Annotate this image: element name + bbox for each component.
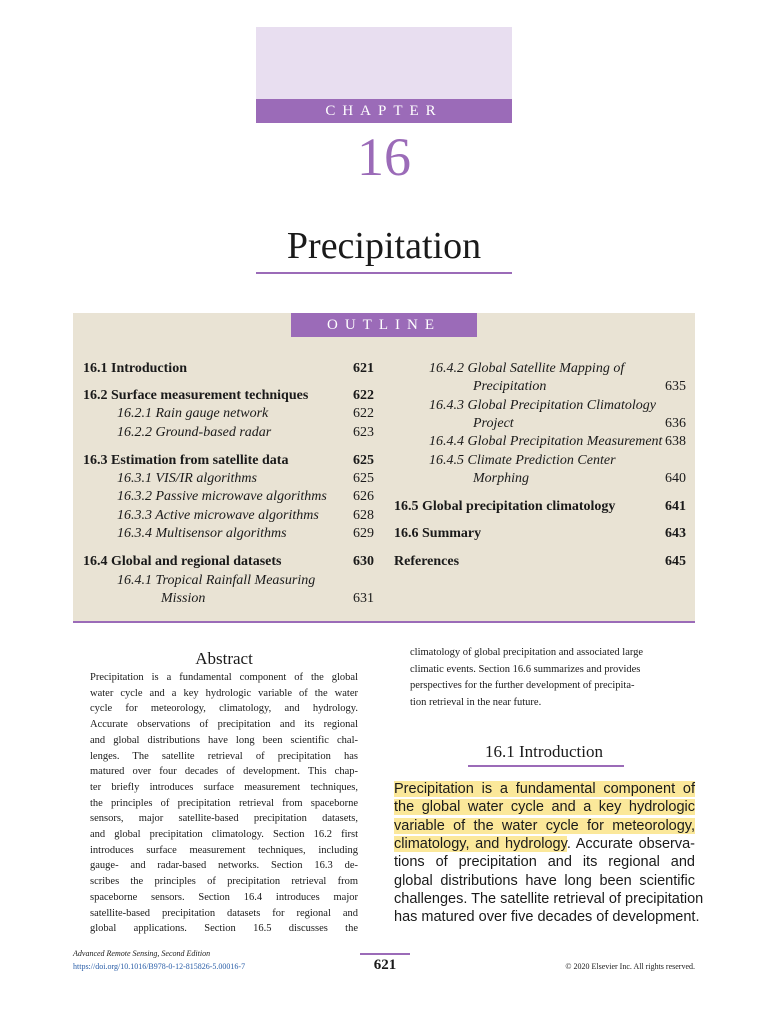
abstract-continuation-line: perspectives for the further development of precipita- — [410, 680, 635, 691]
abstract-title: Abstract — [195, 649, 253, 668]
title-rule — [256, 272, 512, 274]
abstract-continuation-line: tion retrieval in the near future. — [410, 696, 542, 708]
toc-page-number: 636 — [665, 416, 686, 431]
introduction-line — [394, 872, 695, 891]
toc-page-number: 645 — [665, 554, 686, 569]
abstract-continuation-line: climatology of global precipitation and associated large — [410, 647, 644, 658]
abstract-continuation-line: climatic events. Section 16.6 summarizes and provides — [410, 663, 641, 675]
introduction-line — [394, 798, 695, 817]
abstract-line: water cycle and a key hydrologic variable of the water — [90, 687, 358, 699]
toc-entry: 16.1 Introduction — [83, 361, 187, 376]
abstract-line: Accurate observations of precipitation and its regional — [90, 719, 358, 731]
text-run: tions of precipitation and its regional and — [394, 854, 695, 871]
toc-entry: 16.4.2 Global Satellite Mapping of — [429, 361, 625, 376]
introduction-line — [394, 908, 700, 927]
toc-entry: Morphing — [473, 471, 529, 486]
page-number: 621 — [373, 957, 397, 973]
introduction-line — [394, 780, 695, 799]
abstract-line: introduces surface measurement techniques, including — [90, 844, 358, 856]
highlighted-text: climatology, and hydrology — [394, 835, 567, 852]
toc-page-number: 621 — [353, 361, 374, 376]
highlighted-text: Precipitation is a fundamental component of — [394, 781, 695, 797]
toc-entry: 16.3.1 VIS/IR algorithms — [117, 471, 257, 486]
toc-page-number: 625 — [353, 471, 374, 486]
toc-entry: 16.2.1 Rain gauge network — [117, 406, 269, 421]
toc-entry: 16.3.4 Multisensor algorithms — [117, 526, 287, 541]
toc-entry: 16.4.1 Tropical Rainfall Measuring — [117, 573, 316, 588]
toc-entry: 16.4.4 Global Precipitation Measurement — [429, 434, 663, 449]
highlighted-text: variable of the water cycle for meteorology, — [394, 817, 695, 834]
abstract-line: and global precipitation climatology. Section 16.2 first — [90, 829, 358, 840]
introduction-line — [394, 835, 695, 854]
footer-doi-link[interactable]: https://doi.org/10.1016/B978-0-12-815826-5.00016-7 — [73, 962, 246, 971]
section-heading-rule — [468, 765, 624, 767]
chapter-label: CHAPTER — [325, 103, 443, 119]
introduction-line — [394, 890, 704, 909]
abstract-line: sensors, major satellite-based precipitation datasets, — [90, 813, 358, 825]
highlighted-text: the global water cycle and a key hydrologic — [394, 799, 695, 816]
introduction-line — [394, 817, 695, 836]
chapter-title: Precipitation — [286, 225, 482, 267]
toc-page-number: 635 — [665, 379, 686, 394]
toc-entry: 16.4 Global and regional datasets — [83, 554, 282, 569]
chapter-number: 16 — [357, 127, 411, 187]
abstract-line: and global distributions have long been scientific chal- — [90, 734, 358, 746]
toc-entry: 16.2 Surface measurement techniques — [83, 388, 309, 403]
text-run: . Accurate observa- — [566, 835, 696, 852]
toc-page-number: 622 — [353, 388, 374, 403]
toc-page-number: 626 — [353, 489, 374, 504]
footer-copyright: © 2020 Elsevier Inc. All rights reserved. — [565, 962, 695, 971]
text-run: has matured over five decades of development. — [394, 909, 700, 926]
text-run: global distributions have long been scientific — [394, 872, 695, 889]
section-heading-introduction: 16.1 Introduction — [484, 742, 604, 761]
abstract-line: lenges. The satellite retrieval of precipitation has — [90, 750, 358, 762]
outline-bottom-rule — [73, 621, 695, 623]
toc-entry: Project — [473, 416, 514, 431]
toc-entry: 16.4.3 Global Precipitation Climatology — [429, 398, 656, 413]
abstract-line: gauge- and radar-based networks. Section 16.3 de- — [90, 860, 358, 872]
toc-page-number: 643 — [665, 526, 686, 541]
abstract-line: Precipitation is a fundamental component of the global — [90, 672, 358, 683]
toc-entry: 16.2.2 Ground-based radar — [117, 425, 272, 440]
toc-page-number: 629 — [353, 526, 374, 541]
introduction-line — [394, 853, 695, 872]
toc-entry: 16.4.5 Climate Prediction Center — [429, 453, 616, 468]
text-run: challenges. The satellite retrieval of precipitation — [394, 890, 704, 907]
abstract-line: ter briefly introduces surface measurement techniques, — [90, 781, 358, 793]
abstract-line: scribes the principles of precipitation retrieval from — [90, 876, 358, 888]
outline-label: OUTLINE — [291, 313, 477, 337]
abstract-line: satellite-based precipitation datasets for regional and — [90, 907, 358, 919]
abstract-line: matured over four decades of development. This chap- — [90, 766, 358, 778]
toc-page-number: 630 — [353, 554, 374, 569]
abstract-line: global applications. Section 16.5 discusses the — [90, 923, 358, 935]
toc-page-number: 640 — [665, 471, 686, 486]
toc-entry: References — [394, 554, 460, 569]
abstract-line: spaceborne sensors. Section 16.4 introduces major — [90, 891, 358, 903]
toc-entry: 16.5 Global precipitation climatology — [394, 499, 616, 514]
toc-entry: Mission — [161, 591, 206, 606]
footer-book-title: Advanced Remote Sensing, Second Edition — [73, 949, 211, 958]
toc-page-number: 623 — [353, 425, 374, 440]
abstract-line: the principles of precipitation retrieval from spaceborne — [90, 797, 358, 809]
toc-page-number: 641 — [665, 499, 686, 514]
toc-page-number: 628 — [353, 508, 374, 523]
toc-page-number: 638 — [665, 434, 686, 449]
toc-page-number: 631 — [353, 591, 374, 606]
abstract-line: cycle for meteorology, climatology, and hydrology. — [90, 703, 358, 715]
toc-page-number: 622 — [353, 406, 374, 421]
toc-entry: Precipitation — [473, 379, 547, 394]
toc-entry: 16.6 Summary — [394, 526, 482, 541]
toc-entry: 16.3.3 Active microwave algorithms — [117, 508, 319, 523]
toc-entry: 16.3 Estimation from satellite data — [83, 453, 289, 468]
toc-entry: 16.3.2 Passive microwave algorithms — [117, 489, 327, 504]
toc-page-number: 625 — [353, 453, 374, 468]
